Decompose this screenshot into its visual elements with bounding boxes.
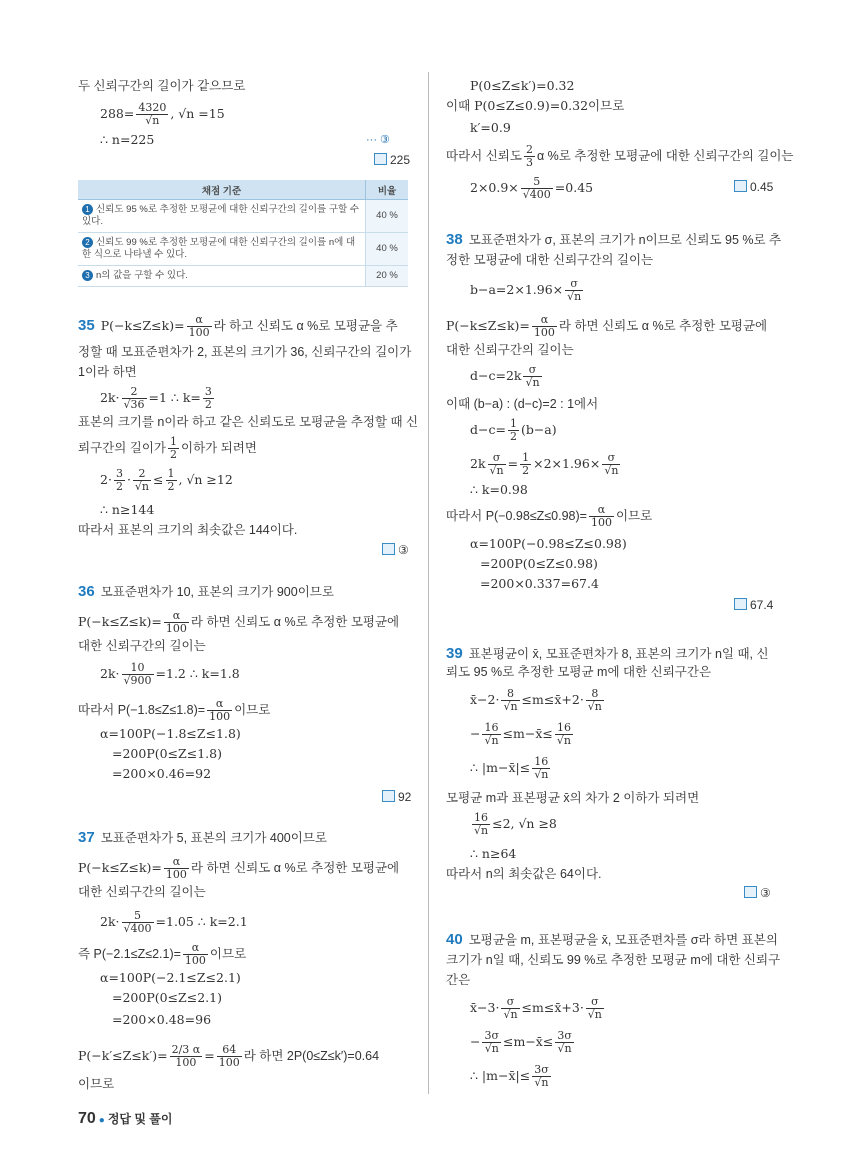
q38-line8: d−c= $\frac{1}{2}$ (b−a) bbox=[470, 417, 557, 443]
q37-line6: α=100P(−2.1≤Z≤2.1) bbox=[100, 970, 241, 985]
criterion-number-icon: 3 bbox=[82, 270, 93, 281]
q35-line8: ∴ n≥144 bbox=[100, 502, 155, 517]
q38-line5: 대한 신뢰구간의 길이는 bbox=[446, 343, 574, 357]
q39-line5: ∴ |m−x̄|≤ $\frac{16}{√n}$ bbox=[470, 755, 549, 781]
grading-header-ratio: 비율 bbox=[366, 180, 409, 200]
q40-line5: − $\frac{3\sigma}{√n}$ ≤m−x̄≤ $\frac{3\sigma}{√n}$ bbox=[470, 1029, 572, 1055]
q36-line2: P(−k≤Z≤k)= $\frac{\alpha}{100}$ 라 하면 신뢰도 α %로 추정한 모평균에 bbox=[78, 609, 400, 635]
answer-q39: ③ bbox=[744, 886, 771, 900]
q39-line7: $\frac{16}{√n}$ ≤2, √n ≥8 bbox=[474, 811, 557, 837]
criterion-text: 신뢰도 95 %로 추정한 모평균에 대한 신뢰구간의 길이를 구할 수 있다. bbox=[82, 204, 360, 227]
footer-separator: ● bbox=[98, 1115, 105, 1126]
prev-equation: 288= $\frac{4320}{√n}$ , √n =15 bbox=[100, 101, 225, 127]
q36-number: 36 bbox=[78, 583, 95, 600]
q35-line9: 따라서 표본의 크기의 최솟값은 144이다. bbox=[78, 523, 298, 537]
q36-line4: 2k· $\frac{10}{√900}$ =1.2 ∴ k=1.8 bbox=[100, 661, 240, 687]
criterion-number-icon: 1 bbox=[82, 204, 93, 215]
q38-line11: 따라서 P(−0.98≤Z≤0.98)= $\frac{\alpha}{100}$ 이므로 bbox=[446, 503, 653, 529]
q38-line12: α=100P(−0.98≤Z≤0.98) bbox=[470, 536, 627, 551]
q36-line5: 따라서 P(−1.8≤Z≤1.8)= $\frac{\alpha}{100}$ 이므로 bbox=[78, 697, 271, 723]
q35-line1: 35 P(−k≤Z≤k)= $\frac{\alpha}{100}$ 라 하고 신뢰도 α %로 모평균을 추 bbox=[78, 313, 398, 339]
answer-icon bbox=[744, 886, 757, 898]
q37-line3: 대한 신뢰구간의 길이는 bbox=[78, 885, 206, 899]
q35-line3: 1이라 하면 bbox=[78, 365, 137, 379]
q37-line9: P(−k′≤Z≤k′)= $\frac{2/3 \alpha}{100}$ = $\frac{64}{100}$ 라 하면 2P(0≤Z≤k′)=0.64 bbox=[78, 1043, 380, 1069]
q37-line2: P(−k≤Z≤k)= $\frac{\alpha}{100}$ 라 하면 신뢰도 α %로 추정한 모평균에 bbox=[78, 855, 400, 881]
answer-q37: 0.45 bbox=[734, 180, 773, 194]
page-footer bbox=[78, 1110, 172, 1128]
q39-line6: 모평균 m과 표본평균 x̄의 차가 2 이하가 되려면 bbox=[446, 791, 700, 805]
q35-line5: 표본의 크기를 n이라 하고 같은 신뢰도로 모평균을 추정할 때 신 bbox=[78, 415, 419, 429]
q37-cont-line5: 2×0.9× $\frac{5}{√400}$ =0.45 bbox=[470, 175, 594, 201]
q38-line4: P(−k≤Z≤k)= $\frac{\alpha}{100}$ 라 하면 신뢰도 α %로 추정한 모평균에 bbox=[446, 313, 768, 339]
column-divider bbox=[428, 72, 429, 1094]
q36-line3: 대한 신뢰구간의 길이는 bbox=[78, 639, 206, 653]
prev-intro: 두 신뢰구간의 길이가 같으므로 bbox=[78, 79, 246, 93]
q38-line9: 2k $\frac{\sigma}{√n}$ = $\frac{1}{2}$ ×2×1.96× $\frac{\sigma}{√n}$ bbox=[470, 451, 619, 477]
q38-line7: 이때 (b−a) : (d−c)=2 : 1에서 bbox=[446, 397, 599, 411]
q40-line6: ∴ |m−x̄|≤ $\frac{3\sigma}{√n}$ bbox=[470, 1063, 549, 1089]
q39-line4: − $\frac{16}{√n}$ ≤m−x̄≤ $\frac{16}{√n}$ bbox=[470, 721, 571, 747]
q37-cont-line2: 이때 P(0≤Z≤0.9)=0.32이므로 bbox=[446, 98, 625, 113]
answer-icon bbox=[382, 790, 395, 802]
q40-line3: 간은 bbox=[446, 973, 471, 987]
answer-q38: 67.4 bbox=[734, 598, 773, 612]
q37-cont-line4: 따라서 신뢰도 $\frac{2}{3}$ α %로 추정한 모평균에 대한 신뢰구간의 길이는 bbox=[446, 143, 794, 169]
q38-line1: 38 모표준편차가 σ, 표본의 크기가 n이므로 신뢰도 95 %로 추 bbox=[446, 231, 782, 248]
q39-line1: 39 표본평균이 x̄, 모표준편차가 8, 표본의 크기가 n일 때, 신 bbox=[446, 645, 769, 662]
criterion-ratio: 40 % bbox=[366, 233, 409, 266]
q37-cont-line1: P(0≤Z≤k′)=0.32 bbox=[470, 78, 575, 93]
criterion-text: 신뢰도 99 %로 추정한 모평균에 대한 신뢰구간의 길이를 n에 대한 식으로 나타낼 수 있다. bbox=[82, 237, 356, 260]
q38-number: 38 bbox=[446, 231, 463, 248]
q36-line6: α=100P(−1.8≤Z≤1.8) bbox=[100, 726, 241, 741]
q35-number: 35 bbox=[78, 317, 95, 334]
answer-q36: 92 bbox=[382, 790, 411, 804]
q37-number: 37 bbox=[78, 829, 95, 846]
q39-number: 39 bbox=[446, 645, 463, 662]
q39-line9: 따라서 n의 최솟값은 64이다. bbox=[446, 867, 602, 881]
q40-line1: 40 모평균을 m, 표본평균을 x̄, 모표준편차를 σ라 하면 표본의 bbox=[446, 931, 778, 948]
q39-line2: 뢰도 95 %로 추정한 모평균 m에 대한 신뢰구간은 bbox=[446, 665, 712, 679]
q38-line10: ∴ k=0.98 bbox=[470, 482, 528, 497]
q40-line2: 크기가 n일 때, 신뢰도 99 %로 추정한 모평균 m에 대한 신뢰구 bbox=[446, 953, 781, 967]
step-mark: ··· ③ bbox=[366, 134, 390, 146]
q37-cont-line3: k′=0.9 bbox=[470, 120, 511, 135]
answer-icon bbox=[734, 180, 747, 192]
page-number: 70 bbox=[78, 1110, 96, 1127]
q39-line8: ∴ n≥64 bbox=[470, 846, 517, 861]
q40-line4: x̄−3· $\frac{\sigma}{√n}$ ≤m≤x̄+3· $\frac{\sigma}{√n}$ bbox=[470, 995, 602, 1021]
q37-line4: 2k· $\frac{5}{√400}$ =1.05 ∴ k=2.1 bbox=[100, 909, 248, 935]
criterion-ratio: 40 % bbox=[366, 200, 409, 233]
q35-line6: 뢰구간의 길이가 $\frac{1}{2}$ 이하가 되려면 bbox=[78, 435, 257, 461]
q37-line10: 이므로 bbox=[78, 1077, 115, 1091]
grading-table bbox=[78, 180, 408, 287]
q38-line3: b−a=2×1.96× $\frac{\sigma}{√n}$ bbox=[470, 277, 582, 303]
q37-line8: =200×0.48=96 bbox=[112, 1012, 212, 1027]
q36-line8: =200×0.46=92 bbox=[112, 766, 212, 781]
answer-icon bbox=[382, 543, 395, 555]
prev-conclusion: ∴ n=225 bbox=[100, 132, 155, 147]
criterion-text: n의 값을 구할 수 있다. bbox=[96, 270, 188, 281]
q36-line7: =200P(0≤Z≤1.8) bbox=[112, 746, 222, 761]
grading-header-criteria: 채점 기준 bbox=[78, 180, 366, 200]
answer-icon bbox=[734, 598, 747, 610]
answer-icon bbox=[374, 153, 387, 165]
q38-line13: =200P(0≤Z≤0.98) bbox=[480, 556, 598, 571]
grading-row bbox=[78, 266, 408, 287]
q40-number: 40 bbox=[446, 931, 463, 948]
q37-line7: =200P(0≤Z≤2.1) bbox=[112, 990, 222, 1005]
answer-prev: 225 bbox=[374, 153, 410, 167]
q39-line3: x̄−2· $\frac{8}{√n}$ ≤m≤x̄+2· $\frac{8}{√n}$ bbox=[470, 687, 602, 713]
q37-line5: 즉 P(−2.1≤Z≤2.1)= $\frac{\alpha}{100}$ 이므로 bbox=[78, 941, 247, 967]
q37-line1: 37 모표준편차가 5, 표본의 크기가 400이므로 bbox=[78, 829, 327, 846]
grading-row bbox=[78, 233, 408, 266]
grading-row bbox=[78, 200, 408, 233]
footer-title: 정답 및 풀이 bbox=[107, 1112, 173, 1126]
q38-line14: =200×0.337=67.4 bbox=[480, 576, 599, 591]
q38-line2: 정한 모평균에 대한 신뢰구간의 길이는 bbox=[446, 253, 654, 267]
q38-line6: d−c=2k $\frac{\sigma}{√n}$ bbox=[470, 363, 540, 389]
criterion-number-icon: 2 bbox=[82, 237, 93, 248]
q35-line7: 2· $\frac{3}{2}$ · $\frac{2}{√n}$ ≤ $\frac{1}{2}$ , √n ≥12 bbox=[100, 467, 233, 493]
criterion-ratio: 20 % bbox=[366, 266, 409, 287]
q35-line2: 정할 때 모표준편차가 2, 표본의 크기가 36, 신뢰구간의 길이가 bbox=[78, 345, 412, 359]
answer-q35: ③ bbox=[382, 543, 409, 557]
q36-line1: 36 모표준편차가 10, 표본의 크기가 900이므로 bbox=[78, 583, 334, 600]
q35-line4: 2k· $\frac{2}{√36}$ =1 ∴ k= $\frac{3}{2}$ bbox=[100, 385, 212, 411]
